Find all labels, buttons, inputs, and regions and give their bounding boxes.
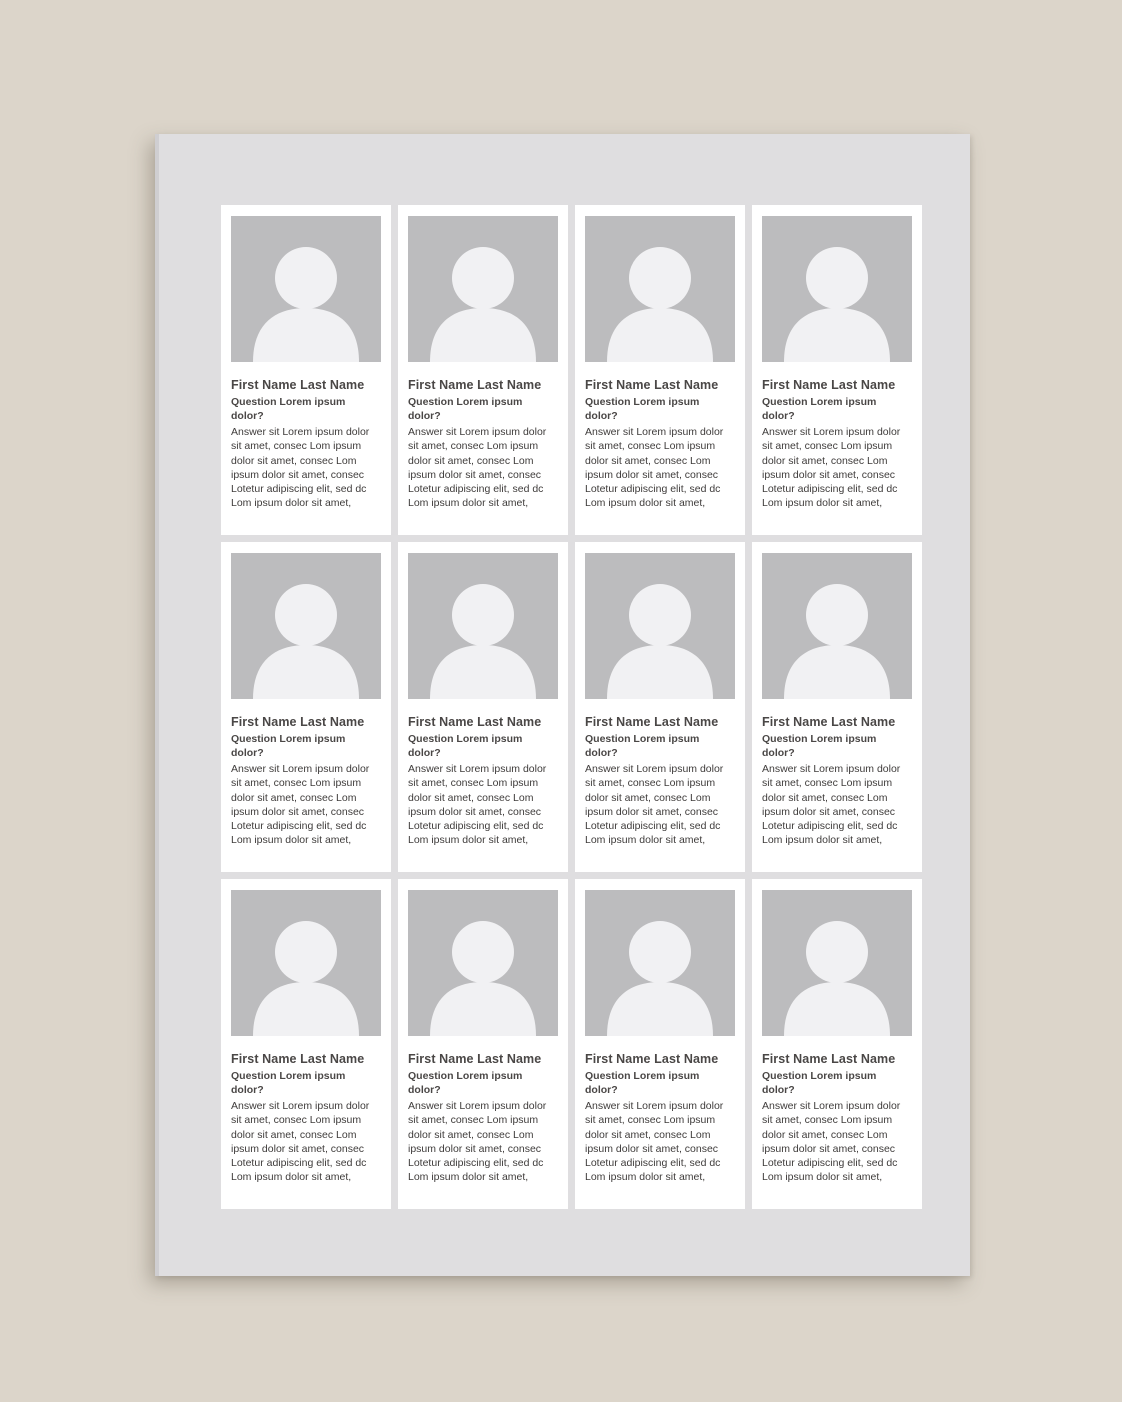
avatar-placeholder-icon <box>231 216 381 362</box>
avatar-placeholder-icon <box>585 890 735 1036</box>
profile-name: First Name Last Name <box>408 378 542 392</box>
profile-card <box>575 879 745 1209</box>
profile-name: First Name Last Name <box>762 378 896 392</box>
profile-answer: Answer sit Lorem ipsum dolor sit amet, consec Lom ipsum dolor sit amet, consec Lom ipsum dolor sit amet, consec Lotetur adipiscing elit, sed dc Lom ipsum dolor sit amet, <box>585 763 724 847</box>
profile-question: Question Lorem ipsum dolor? <box>585 733 700 759</box>
profile-question: Question Lorem ipsum dolor? <box>231 733 346 759</box>
avatar-placeholder-icon <box>408 216 558 362</box>
profile-name: First Name Last Name <box>408 715 542 729</box>
profile-card <box>398 879 568 1209</box>
profile-name: First Name Last Name <box>585 378 719 392</box>
avatar-placeholder-icon <box>762 890 912 1036</box>
profile-question: Question Lorem ipsum dolor? <box>762 1070 877 1096</box>
profile-question: Question Lorem ipsum dolor? <box>408 396 523 422</box>
profile-card <box>752 542 922 872</box>
profile-name: First Name Last Name <box>408 1052 542 1066</box>
avatar-placeholder-icon <box>408 553 558 699</box>
profile-question: Question Lorem ipsum dolor? <box>408 1070 523 1096</box>
profile-answer: Answer sit Lorem ipsum dolor sit amet, consec Lom ipsum dolor sit amet, consec Lom ipsum dolor sit amet, consec Lotetur adipiscing elit, sed dc Lom ipsum dolor sit amet, <box>762 1100 901 1184</box>
avatar-placeholder-icon <box>762 553 912 699</box>
profile-answer: Answer sit Lorem ipsum dolor sit amet, consec Lom ipsum dolor sit amet, consec Lom ipsum dolor sit amet, consec Lotetur adipiscing elit, sed dc Lom ipsum dolor sit amet, <box>231 763 370 847</box>
profile-card <box>221 879 391 1209</box>
profile-card <box>221 542 391 872</box>
profile-question: Question Lorem ipsum dolor? <box>585 1070 700 1096</box>
profile-card <box>575 542 745 872</box>
profile-name: First Name Last Name <box>231 1052 365 1066</box>
profile-answer: Answer sit Lorem ipsum dolor sit amet, consec Lom ipsum dolor sit amet, consec Lom ipsum dolor sit amet, consec Lotetur adipiscing elit, sed dc Lom ipsum dolor sit amet, <box>231 1100 370 1184</box>
profile-name: First Name Last Name <box>231 715 365 729</box>
profile-question: Question Lorem ipsum dolor? <box>762 733 877 759</box>
profile-question: Question Lorem ipsum dolor? <box>231 396 346 422</box>
profile-card <box>752 879 922 1209</box>
profile-card <box>752 205 922 535</box>
profile-answer: Answer sit Lorem ipsum dolor sit amet, consec Lom ipsum dolor sit amet, consec Lom ipsum dolor sit amet, consec Lotetur adipiscing elit, sed dc Lom ipsum dolor sit amet, <box>408 763 547 847</box>
card-grid <box>221 205 921 1209</box>
profile-answer: Answer sit Lorem ipsum dolor sit amet, consec Lom ipsum dolor sit amet, consec Lom ipsum dolor sit amet, consec Lotetur adipiscing elit, sed dc Lom ipsum dolor sit amet, <box>231 426 370 510</box>
profile-card <box>398 205 568 535</box>
profile-answer: Answer sit Lorem ipsum dolor sit amet, consec Lom ipsum dolor sit amet, consec Lom ipsum dolor sit amet, consec Lotetur adipiscing elit, sed dc Lom ipsum dolor sit amet, <box>762 426 901 510</box>
profile-question: Question Lorem ipsum dolor? <box>408 733 523 759</box>
profile-name: First Name Last Name <box>762 1052 896 1066</box>
profile-card <box>398 542 568 872</box>
profile-answer: Answer sit Lorem ipsum dolor sit amet, consec Lom ipsum dolor sit amet, consec Lom ipsum dolor sit amet, consec Lotetur adipiscing elit, sed dc Lom ipsum dolor sit amet, <box>408 1100 547 1184</box>
profile-question: Question Lorem ipsum dolor? <box>585 396 700 422</box>
profile-card <box>221 205 391 535</box>
avatar-placeholder-icon <box>585 216 735 362</box>
avatar-placeholder-icon <box>585 553 735 699</box>
profile-answer: Answer sit Lorem ipsum dolor sit amet, consec Lom ipsum dolor sit amet, consec Lom ipsum dolor sit amet, consec Lotetur adipiscing elit, sed dc Lom ipsum dolor sit amet, <box>585 426 724 510</box>
profile-answer: Answer sit Lorem ipsum dolor sit amet, consec Lom ipsum dolor sit amet, consec Lom ipsum dolor sit amet, consec Lotetur adipiscing elit, sed dc Lom ipsum dolor sit amet, <box>762 763 901 847</box>
profile-name: First Name Last Name <box>762 715 896 729</box>
book-cover <box>155 134 970 1276</box>
profile-name: First Name Last Name <box>585 715 719 729</box>
profile-card <box>575 205 745 535</box>
profile-question: Question Lorem ipsum dolor? <box>762 396 877 422</box>
avatar-placeholder-icon <box>762 216 912 362</box>
avatar-placeholder-icon <box>231 890 381 1036</box>
avatar-placeholder-icon <box>231 553 381 699</box>
profile-answer: Answer sit Lorem ipsum dolor sit amet, consec Lom ipsum dolor sit amet, consec Lom ipsum dolor sit amet, consec Lotetur adipiscing elit, sed dc Lom ipsum dolor sit amet, <box>585 1100 724 1184</box>
avatar-placeholder-icon <box>408 890 558 1036</box>
profile-name: First Name Last Name <box>585 1052 719 1066</box>
profile-question: Question Lorem ipsum dolor? <box>231 1070 346 1096</box>
profile-name: First Name Last Name <box>231 378 365 392</box>
profile-answer: Answer sit Lorem ipsum dolor sit amet, consec Lom ipsum dolor sit amet, consec Lom ipsum dolor sit amet, consec Lotetur adipiscing elit, sed dc Lom ipsum dolor sit amet, <box>408 426 547 510</box>
